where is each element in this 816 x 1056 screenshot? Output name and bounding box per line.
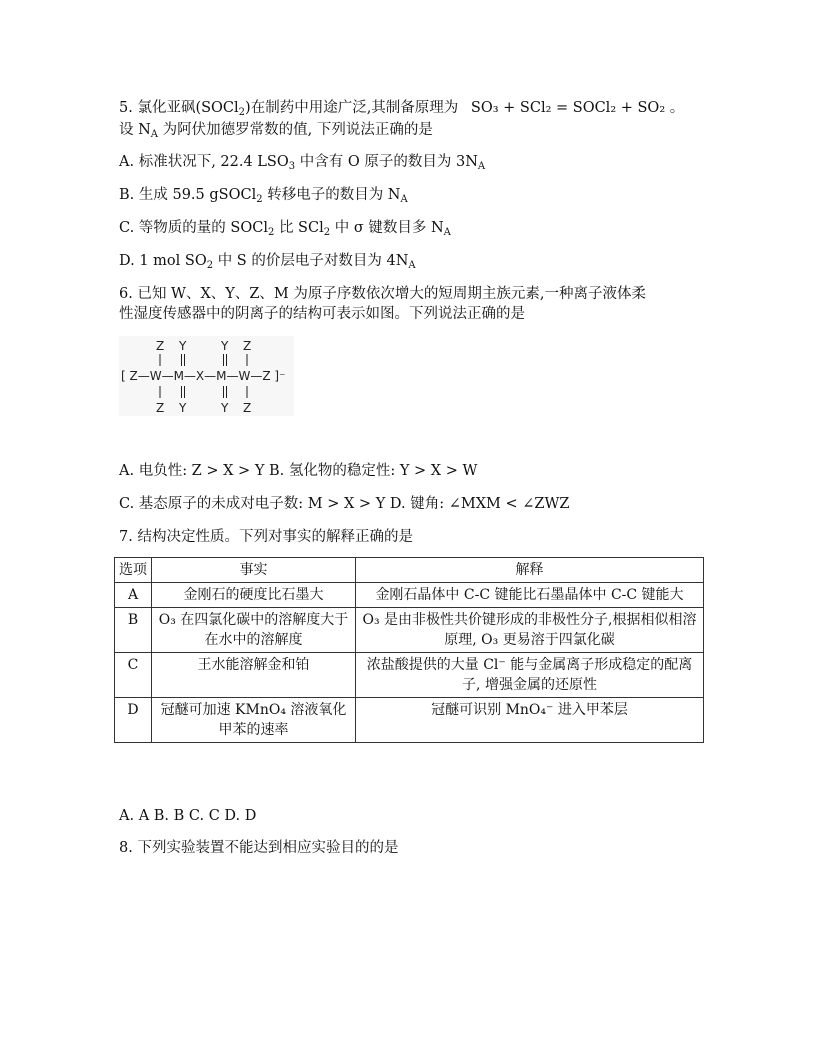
q7-stem: 7. 结构决定性质。下列对事实的解释正确的是 (119, 529, 413, 545)
q6-options-ab: A. 电负性: Z > X > Y B. 氢化物的稳定性: Y > X > W (119, 463, 478, 479)
struct-bottom-3: Y (221, 401, 229, 415)
table-row (115, 698, 704, 743)
struct-bottom-2: Y (179, 401, 187, 415)
struct-top-1: Z (156, 339, 165, 353)
q5-opt-b-text: B. 生成 59.5 gSOCl (119, 187, 257, 203)
row-fact: 金刚石的硬度比石墨大 (152, 583, 356, 608)
row-explanation: O₃ 是由非极性共价键形成的非极性分子,根据相似相溶原理, O₃ 更易溶于四氯化碳 (356, 608, 704, 653)
table-row (115, 608, 704, 653)
q5-opt-c-sub: A (443, 227, 451, 238)
q5-opt-b-text-b: 转移电子的数目为 N (267, 187, 401, 203)
q5-option-d: D. 1 mol $SO_2$ 中 S 的价层电子对数目为 $4N_A$ (119, 253, 416, 271)
q7-table (114, 557, 704, 743)
struct-main-chain: [ Z—W—M—X—M—W—Z ]⁻ (121, 369, 286, 383)
q5-stem-text-b: )在制药中用途广泛,其制备原理为 (245, 100, 459, 116)
q5-opt-c-text-c: 中 σ 键数目多 N (334, 220, 444, 236)
row-option: B (115, 608, 152, 653)
struct-top-4: Z (243, 339, 252, 353)
header-explanation: 解释 (356, 558, 704, 583)
row-explanation: 冠醚可识别 MnO₄⁻ 进入甲苯层 (356, 698, 704, 743)
q5-stem-text: 5. 氯化亚砜( (119, 100, 202, 116)
q5-opt-c-text: C. 等物质的量的 SOCl (119, 220, 268, 236)
q6-options-cd: C. 基态原子的未成对电子数: M > X > Y D. 键角: ∠MXM < ∠ZWZ (119, 496, 570, 512)
q5-stem-line1: 5. 氯化亚砜(SOCl$_2$)在制药中用途广泛,其制备原理为 SO₃ + SCl₂ = SOCl₂ + SO₂ 。 (119, 100, 685, 118)
q5-opt-c-text-b: 比 SCl (278, 220, 324, 236)
table-header-row (115, 558, 704, 583)
q5-option-b: B. 生成 59.5 gSOCl$_2$ 转移电子的数目为 $N_A$ (119, 187, 408, 205)
q5-opt-d-sub: A (408, 260, 416, 271)
header-fact: 事实 (152, 558, 356, 583)
struct-bottom-4: Z (243, 401, 252, 415)
q5-opt-b-sub: A (400, 194, 408, 205)
q5-na-symbol: 设 N (119, 122, 151, 138)
q5-reaction: SO₃ + SCl₂ = SOCl₂ + SO₂ 。 (470, 100, 685, 116)
row-fact: 冠醚可加速 KMnO₄ 溶液氧化甲苯的速率 (152, 698, 356, 743)
q6-stem-line2: 性湿度传感器中的阴离子的结构可表示如图。下列说法正确的是 (119, 306, 525, 322)
q5-opt-a-text: A. 标准状况下, 22.4 LSO (119, 154, 289, 170)
row-fact: 王水能溶解金和铂 (152, 653, 356, 698)
row-explanation: 浓盐酸提供的大量 Cl⁻ 能与金属离子形成稳定的配离子, 增强金属的还原性 (356, 653, 704, 698)
row-explanation: 金刚石晶体中 C-C 键能比石墨晶体中 C-C 键能大 (356, 583, 704, 608)
q5-option-a: A. 标准状况下, 22.4 $LSO_3$ 中含有 O 原子的数目为 $3N_A$ (119, 154, 486, 172)
struct-bottom-1: Z (156, 401, 165, 415)
q5-opt-d-text-b: 中 S 的价层电子对数目为 4N (217, 253, 409, 269)
q5-socl2: SOCl (201, 100, 239, 116)
q8-stem: 8. 下列实验装置不能达到相应实验目的的是 (119, 840, 399, 856)
row-fact: O₃ 在四氯化碳中的溶解度大于在水中的溶解度 (152, 608, 356, 653)
q6-stem-line1: 6. 已知 W、X、Y、Z、M 为原子序数依次增大的短周期主族元素,一种离子液体柔 (119, 286, 646, 302)
row-option: C (115, 653, 152, 698)
anion-structure-figure (119, 336, 294, 416)
q5-opt-d-text: D. 1 mol SO (119, 253, 207, 269)
table-row (115, 583, 704, 608)
q5-stem-line2 (119, 120, 433, 140)
q5-na-sub: A (150, 129, 159, 140)
q5-opt-a-sub: A (477, 161, 486, 172)
struct-top-3: Y (221, 339, 229, 353)
row-option: D (115, 698, 152, 743)
q5-option-c: C. 等物质的量的 SOCl$_2$ 比 SCl$_2$ 中 σ 键数目多 $N_A$ (119, 220, 451, 238)
header-option: 选项 (115, 558, 152, 583)
q7-answer-options: A. A B. B C. C D. D (119, 808, 257, 824)
q5-stem-line2-text: 为阿伏加德罗常数的值, 下列说法正确的是 (162, 122, 433, 138)
row-option: A (115, 583, 152, 608)
struct-top-2: Y (179, 339, 187, 353)
table-row (115, 653, 704, 698)
q5-opt-a-text-b: 中含有 O 原子的数目为 3N (299, 154, 478, 170)
